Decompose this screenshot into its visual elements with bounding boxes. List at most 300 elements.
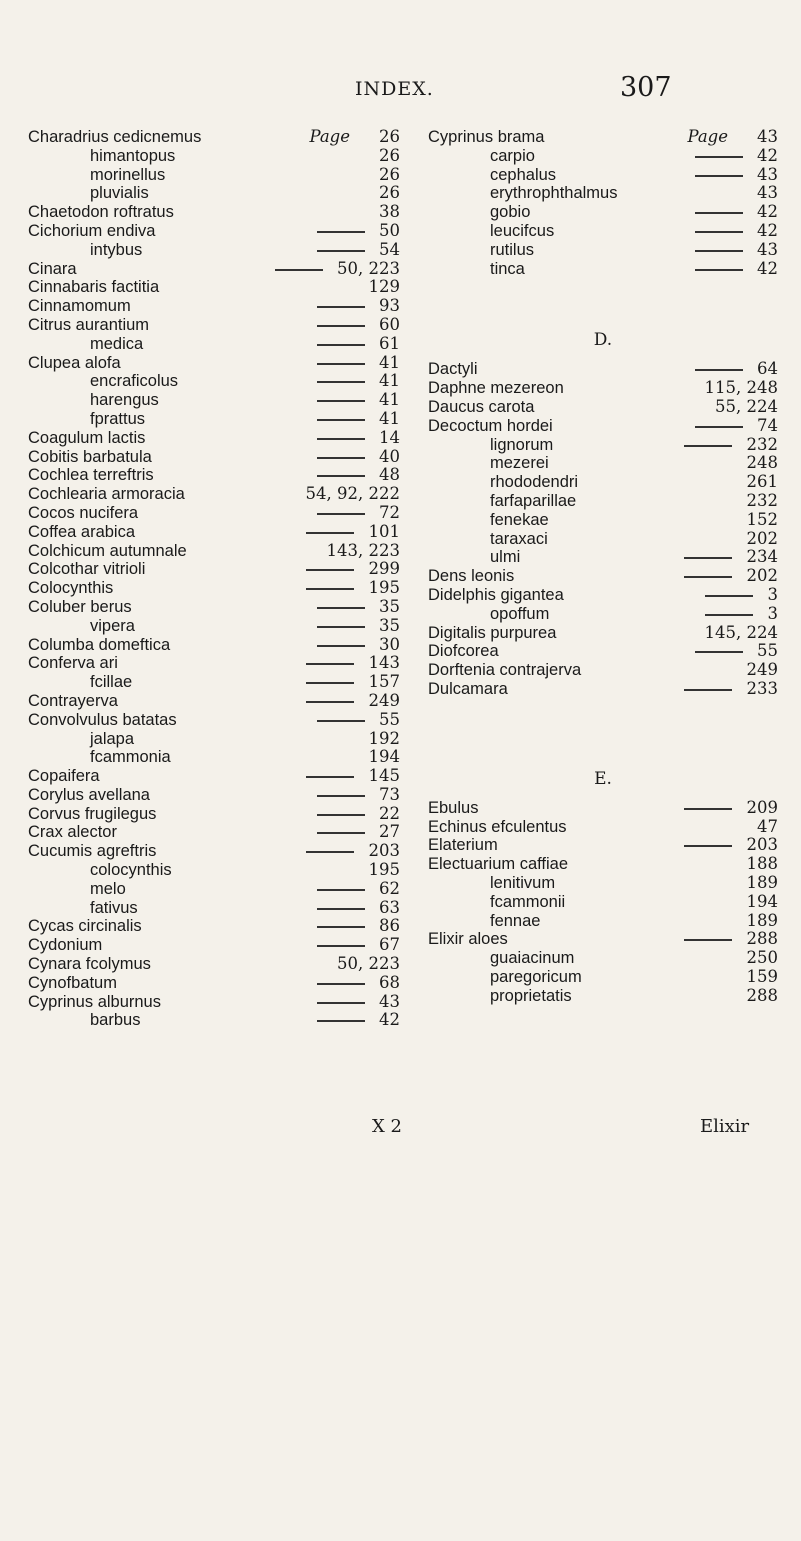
index-entry [28, 730, 400, 749]
index-entry [28, 823, 400, 842]
index-entry [28, 748, 400, 767]
index-entry [28, 260, 400, 279]
index-entry [428, 260, 778, 279]
entry-name: Copaifera [28, 767, 100, 786]
entry-name: fcammonii [490, 892, 566, 911]
entry-name: Echinus efculentus [428, 817, 567, 836]
page-reference: 152 [746, 509, 778, 529]
index-entry [28, 880, 400, 899]
leader-dash [317, 908, 365, 910]
index-entry [28, 391, 400, 410]
entry-name: fcillae [90, 673, 133, 692]
index-entry [428, 818, 778, 837]
index-entry [28, 1011, 400, 1030]
index-entry [28, 654, 400, 673]
index-entry [28, 560, 400, 579]
index-entry [28, 485, 400, 504]
index-entry [28, 147, 400, 166]
leader-dash [684, 939, 732, 941]
page-reference: 55 [379, 709, 400, 729]
index-entry [28, 974, 400, 993]
index-entry [28, 917, 400, 936]
page-reference: 194 [368, 747, 400, 767]
leader-dash [306, 701, 354, 703]
index-entry [28, 241, 400, 260]
entry-name: Ebulus [428, 798, 479, 817]
entry-name: ulmi [490, 548, 521, 567]
entry-name: Columba domeftica [28, 635, 171, 654]
entry-name: Didelphis gigantea [428, 585, 564, 604]
index-entry [428, 436, 778, 455]
index-entry [428, 874, 778, 893]
entry-name: Charadrius cedicnemus [28, 128, 202, 146]
index-entry [428, 184, 778, 203]
index-entry [428, 454, 778, 473]
page-reference: 299 [368, 559, 400, 579]
leader-dash [317, 381, 365, 383]
entry-name: Colocynthis [28, 579, 114, 598]
index-entry [28, 955, 400, 974]
index-entry [28, 523, 400, 542]
page-reference: 55 [757, 641, 778, 661]
entry-name: leucifcus [490, 221, 555, 240]
leader-dash [317, 475, 365, 477]
entry-name: Dactyli [428, 360, 478, 379]
page-reference: 42 [379, 1010, 400, 1030]
page-reference: 189 [746, 872, 778, 892]
entry-name: mezerei [490, 454, 549, 473]
index-entry [428, 855, 778, 874]
index-entry [28, 786, 400, 805]
leader-dash [306, 532, 354, 534]
page-reference: 26 [379, 164, 400, 184]
leader-dash [695, 651, 743, 653]
index-entry [28, 372, 400, 391]
leader-dash [317, 645, 365, 647]
page-reference: 48 [379, 465, 400, 485]
entry-name: Diofcorea [428, 642, 499, 661]
index-entry [428, 241, 778, 260]
page-reference: 202 [746, 528, 778, 548]
leader-dash [684, 557, 732, 559]
entry-name: farfaparillae [490, 491, 577, 510]
index-entry [28, 805, 400, 824]
index-entry [28, 184, 400, 203]
page-reference: 143 [368, 653, 400, 673]
index-entry [28, 692, 400, 711]
page-reference: 42 [757, 202, 778, 222]
right-column [428, 128, 778, 1005]
entry-name: Conferva ari [28, 654, 118, 673]
index-entry [428, 642, 778, 661]
page-reference: 188 [746, 854, 778, 874]
entry-name: Corvus frugilegus [28, 804, 157, 823]
page-reference: 50, 223 [337, 954, 400, 974]
leader-dash [684, 845, 732, 847]
leader-dash [317, 720, 365, 722]
page-reference: 250 [746, 948, 778, 968]
leader-dash [684, 445, 732, 447]
page-reference: 115, 248 [704, 378, 778, 398]
index-entry [428, 680, 778, 699]
entry-name: fennae [490, 911, 541, 930]
entry-name: erythrophthalmus [490, 184, 618, 203]
page-label: Page [309, 127, 350, 146]
page-reference: 101 [368, 521, 400, 541]
page-reference: 35 [379, 596, 400, 616]
page-reference: 143, 223 [326, 540, 400, 560]
leader-dash [317, 457, 365, 459]
index-entry [428, 661, 778, 680]
page-reference: 35 [379, 615, 400, 635]
index-entry [28, 673, 400, 692]
leader-dash [317, 231, 365, 233]
leader-dash [317, 889, 365, 891]
entry-name: rhododendri [490, 473, 579, 492]
index-entry [428, 530, 778, 549]
leader-dash [695, 156, 743, 158]
index-entry [428, 511, 778, 530]
catchword: Elixir [700, 1116, 750, 1137]
index-entry [28, 278, 400, 297]
index-entry [28, 166, 400, 185]
page-reference: 38 [379, 202, 400, 222]
entry-name: himantopus [90, 146, 176, 165]
entry-name: Colcothar vitrioli [28, 560, 146, 579]
index-entry [428, 473, 778, 492]
leader-dash [684, 689, 732, 691]
entry-name: Cobitis barbatula [28, 447, 152, 466]
page-reference: 203 [368, 841, 400, 861]
entry-name: Cynofbatum [28, 973, 117, 992]
page-reference: 68 [379, 972, 400, 992]
leader-dash [306, 663, 354, 665]
page-reference: 42 [757, 220, 778, 240]
page-reference: 41 [379, 408, 400, 428]
entry-name: Cyprinus brama [428, 128, 545, 146]
page-reference: 249 [368, 690, 400, 710]
entry-name: Decoctum hordei [428, 416, 553, 435]
page-reference: 3 [767, 584, 778, 604]
entry-name: barbus [90, 1011, 141, 1030]
index-entry [428, 624, 778, 643]
entry-name: Cinnamomum [28, 297, 131, 316]
index-entry [428, 492, 778, 511]
index-entry [28, 636, 400, 655]
c-entries [428, 128, 778, 278]
leader-dash [275, 269, 323, 271]
entry-name: fativus [90, 898, 138, 917]
entry-name: Cichorium endiva [28, 221, 156, 240]
index-entry [428, 417, 778, 436]
index-entry [428, 360, 778, 379]
index-entry [428, 128, 778, 147]
page-reference: 43 [379, 991, 400, 1011]
page-reference: 202 [746, 566, 778, 586]
leader-dash [695, 369, 743, 371]
page-reference: 50 [379, 220, 400, 240]
entry-name: paregoricum [490, 967, 582, 986]
page-reference: 248 [746, 453, 778, 473]
leader-dash [695, 426, 743, 428]
page-reference: 63 [379, 897, 400, 917]
entry-name: cephalus [490, 165, 557, 184]
index-entry [28, 542, 400, 561]
index-entry [428, 893, 778, 912]
leader-dash [317, 306, 365, 308]
entry-name: jalapa [90, 729, 135, 748]
left-column [28, 128, 400, 1030]
entry-name: Dens leonis [428, 567, 515, 586]
index-entry [428, 379, 778, 398]
page-reference: 67 [379, 935, 400, 955]
entry-name: Coffea arabica [28, 522, 136, 541]
entry-name: Digitalis purpurea [428, 623, 557, 642]
index-entry [428, 605, 778, 624]
index-entry [28, 767, 400, 786]
page-reference: 203 [746, 835, 778, 855]
page-reference: 26 [379, 127, 400, 146]
entry-name: lenitivum [490, 873, 556, 892]
page-reference: 61 [379, 333, 400, 353]
entry-name: tinca [490, 259, 525, 278]
page-reference: 192 [368, 728, 400, 748]
page-reference: 55, 224 [715, 396, 778, 416]
leader-dash [317, 795, 365, 797]
leader-dash [317, 607, 365, 609]
page-reference: 43 [757, 239, 778, 259]
leader-dash [317, 926, 365, 928]
page-reference: 42 [757, 145, 778, 165]
d-entries [428, 360, 778, 698]
page-reference: 209 [746, 797, 778, 817]
entry-name: Elixir aloes [428, 930, 508, 949]
leader-dash [317, 1020, 365, 1022]
entry-name: Coagulum lactis [28, 428, 146, 447]
index-entry [28, 128, 400, 147]
index-entry [28, 466, 400, 485]
page-reference: 261 [746, 472, 778, 492]
leader-dash [317, 513, 365, 515]
index-entry [28, 598, 400, 617]
entry-name: Cocos nucifera [28, 503, 139, 522]
entry-name: Corylus avellana [28, 785, 150, 804]
entry-name: Daucus carota [428, 397, 535, 416]
page-reference: 30 [379, 634, 400, 654]
entry-name: Cinara [28, 259, 77, 278]
leader-dash [317, 419, 365, 421]
page-reference: 93 [379, 296, 400, 316]
entry-name: Dorftenia contrajerva [428, 661, 582, 680]
page-reference: 64 [757, 359, 778, 379]
page-reference: 233 [746, 678, 778, 698]
page-reference: 41 [379, 352, 400, 372]
leader-dash [705, 595, 753, 597]
entry-name: intybus [90, 240, 143, 259]
entry-name: gobio [490, 203, 531, 222]
index-entry [428, 987, 778, 1006]
index-entry [428, 147, 778, 166]
index-entry [428, 912, 778, 931]
leader-dash [317, 250, 365, 252]
index-entry [28, 936, 400, 955]
page-reference: 73 [379, 784, 400, 804]
entry-name: Cinnabaris factitia [28, 278, 160, 297]
page-reference: 41 [379, 371, 400, 391]
leader-dash [317, 814, 365, 816]
page-reference: 43 [757, 183, 778, 203]
entry-name: fcammonia [90, 748, 171, 767]
page-reference: 129 [368, 277, 400, 297]
leader-dash [684, 576, 732, 578]
page-number: 307 [620, 72, 672, 103]
leader-dash [306, 776, 354, 778]
page-reference: 62 [379, 878, 400, 898]
leader-dash [695, 231, 743, 233]
page-reference: 194 [746, 891, 778, 911]
entry-name: encraficolus [90, 372, 179, 391]
page-reference: 145 [368, 766, 400, 786]
index-entry [428, 799, 778, 818]
entry-name: colocynthis [90, 861, 172, 880]
index-entry [28, 316, 400, 335]
running-title: INDEX. [355, 78, 434, 100]
page-reference: 189 [746, 910, 778, 930]
entry-name: Dulcamara [428, 679, 508, 698]
page-reference: 288 [746, 929, 778, 949]
leader-dash [306, 682, 354, 684]
page-reference: 288 [746, 985, 778, 1005]
entry-name: Cochlea terreftris [28, 466, 154, 485]
index-entry [28, 899, 400, 918]
entry-name: melo [90, 879, 126, 898]
entry-name: opoffum [490, 604, 550, 623]
page-reference: 157 [368, 672, 400, 692]
leader-dash [695, 212, 743, 214]
index-entry [428, 222, 778, 241]
index-entry [428, 203, 778, 222]
page-reference: 159 [746, 966, 778, 986]
leader-dash [684, 808, 732, 810]
index-entry [428, 930, 778, 949]
page-reference: 74 [757, 415, 778, 435]
entry-name: Cycas circinalis [28, 917, 142, 936]
leader-dash [306, 588, 354, 590]
leader-dash [317, 400, 365, 402]
leader-dash [306, 851, 354, 853]
entry-name: Clupea alofa [28, 353, 121, 372]
leader-dash [695, 269, 743, 271]
entry-name: Contrayerva [28, 691, 118, 710]
page-reference: 60 [379, 314, 400, 334]
entry-name: fenekae [490, 510, 549, 529]
index-entry [28, 711, 400, 730]
index-entry [28, 222, 400, 241]
page-reference: 232 [746, 434, 778, 454]
page-footer [0, 1116, 801, 1140]
entry-name: Cynara fcolymus [28, 955, 151, 974]
entry-name: guaiacinum [490, 949, 575, 968]
index-entry [428, 548, 778, 567]
index-entry [428, 836, 778, 855]
leader-dash [695, 175, 743, 177]
index-entry [28, 297, 400, 316]
index-entry [428, 166, 778, 185]
entry-name: taraxaci [490, 529, 548, 548]
entry-name: fprattus [90, 409, 146, 428]
index-entry [28, 993, 400, 1012]
leader-dash [317, 363, 365, 365]
page-reference: 43 [757, 164, 778, 184]
page-reference: 86 [379, 916, 400, 936]
leader-dash [705, 614, 753, 616]
leader-dash [317, 832, 365, 834]
section-heading-e: E. [594, 768, 612, 789]
entry-name: rutilus [490, 240, 535, 259]
entry-name: Colchicum autumnale [28, 541, 187, 560]
entry-name: Convolvulus batatas [28, 710, 177, 729]
page-reference: 249 [746, 660, 778, 680]
index-entry [428, 398, 778, 417]
page-reference: 47 [757, 816, 778, 836]
e-entries [428, 799, 778, 1006]
entry-name: harengus [90, 391, 159, 410]
entry-name: Electuarium caffiae [428, 855, 569, 874]
page-reference: 43 [757, 127, 778, 146]
page-reference: 54 [379, 239, 400, 259]
index-entry [428, 949, 778, 968]
entry-name: Daphne mezereon [428, 379, 564, 398]
page-reference: 41 [379, 390, 400, 410]
page-reference: 145, 224 [704, 622, 778, 642]
entry-name: Crax alector [28, 823, 117, 842]
page-reference: 232 [746, 490, 778, 510]
entry-name: Coluber berus [28, 597, 132, 616]
page-reference: 26 [379, 145, 400, 165]
index-entry [28, 617, 400, 636]
leader-dash [317, 325, 365, 327]
page-reference: 195 [368, 578, 400, 598]
signature-mark: X 2 [372, 1116, 402, 1137]
entry-name: carpio [490, 146, 535, 165]
page-reference: 22 [379, 803, 400, 823]
entry-name: Elaterium [428, 836, 498, 855]
index-entry [28, 448, 400, 467]
page-reference: 40 [379, 446, 400, 466]
page-reference: 72 [379, 502, 400, 522]
page-header [0, 72, 801, 112]
page-reference: 54, 92, 222 [305, 484, 400, 504]
entry-name: pluvialis [90, 184, 149, 203]
leader-dash [695, 250, 743, 252]
index-entry [28, 504, 400, 523]
page-reference: 234 [746, 547, 778, 567]
entry-name: medica [90, 334, 144, 353]
index-entry [428, 968, 778, 987]
page-reference: 3 [767, 603, 778, 623]
page-reference: 42 [757, 258, 778, 278]
entry-name: Citrus aurantium [28, 315, 150, 334]
entry-name: proprietatis [490, 986, 572, 1005]
index-entry [28, 203, 400, 222]
entry-name: Cydonium [28, 936, 103, 955]
page-reference: 27 [379, 822, 400, 842]
entry-name: Cucumis agreftris [28, 842, 157, 861]
leader-dash [317, 344, 365, 346]
index-entry [28, 354, 400, 373]
entry-name: Cyprinus alburnus [28, 992, 161, 1011]
leader-dash [317, 626, 365, 628]
